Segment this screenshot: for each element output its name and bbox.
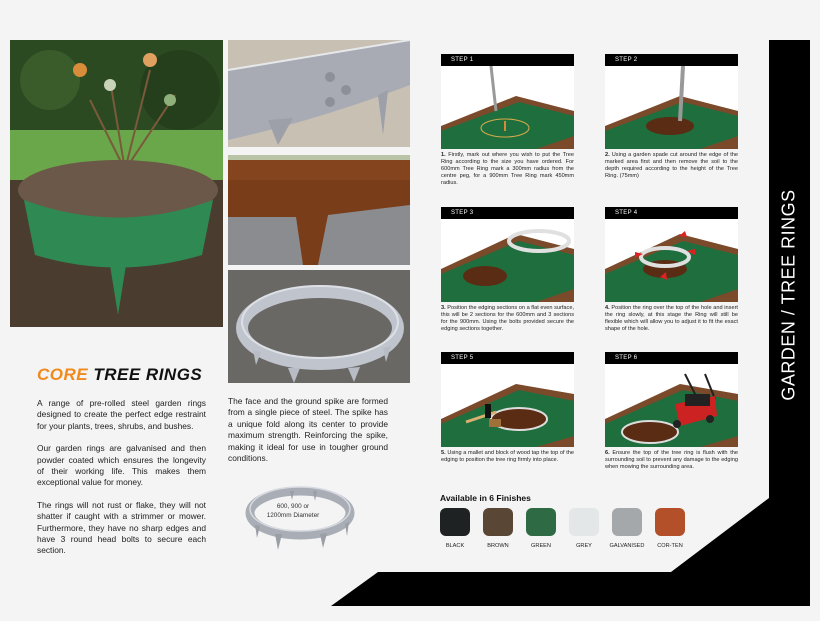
step-5 [441, 352, 574, 464]
step-number: 6. [605, 450, 610, 456]
ring-diameter-label [258, 502, 328, 520]
title-rest: TREE RINGS [93, 365, 203, 384]
swatch-grey [569, 508, 599, 536]
step-header: STEP 3 [441, 207, 574, 219]
step-4-illustration [605, 219, 738, 302]
green-tree-ring-with-plant-photo [10, 40, 223, 327]
step-description: Position the ring over the top of the hole and insert the ring slowly, at this stage the Ring will still be flexible which will allow you to adjust it to fit the exact shape of the hole. [605, 305, 738, 332]
step-description: Using a garden spade cut around the edge of the marked area first and then remove the soil to the depth required according to the height of the Tree Ring. (75mm) [605, 152, 738, 179]
intro-paragraph: Our garden rings are galvanised and then powder coated which ensures the longevity of their working life. This makes them exceptional value for money. [37, 443, 206, 488]
intro-paragraph: A range of pre-rolled steel garden rings designed to create the perfect edge restraint for your plants, trees, shrubs, and bushes. [37, 398, 206, 431]
step-number: 3. [441, 305, 446, 311]
bolted-ring-joint-photo [228, 40, 410, 147]
swatch-galvanised [612, 508, 642, 536]
step-6-illustration [605, 364, 738, 447]
ring-diameter-line2: 1200mm Diameter [266, 512, 320, 519]
step-text [441, 152, 574, 187]
swatch-label: COR-TEN [657, 543, 683, 549]
step-text [441, 450, 574, 464]
step-2-illustration [605, 66, 738, 149]
intro-text [37, 398, 206, 568]
step-3 [441, 207, 574, 333]
swatch-label: BLACK [445, 543, 465, 549]
side-label: GARDEN / TREE RINGS [778, 189, 799, 401]
corten-rusted-ring-photo [228, 155, 410, 265]
step-4 [605, 207, 738, 333]
step-description: Firstly, mark out where you wish to put the Tree Ring according to the size you have ordered. For 600mm Tree Ring mark a 300mm radius from the centre peg, for a 900mm Tree Ring mark 450mm radius. [441, 152, 574, 186]
step-header: STEP 1 [441, 54, 574, 66]
product-title [37, 365, 202, 385]
step-header: STEP 4 [605, 207, 738, 219]
swatch-label: GREY [576, 543, 592, 549]
ring-diameter-line1: 600, 900 or [276, 503, 310, 510]
swatch-black [440, 508, 470, 536]
title-accent: CORE [37, 365, 89, 384]
step-number: 4. [605, 305, 610, 311]
swatch-label: GALVANISED [609, 543, 645, 549]
step-2 [605, 54, 738, 180]
galvanised-ring-on-gravel-photo [228, 270, 410, 383]
step-1 [441, 54, 574, 187]
step-description: Ensure the top of the tree ring is flush with the surrounding soil to prevent any damage to the edging when mowing the surrounding area. [605, 450, 738, 470]
step-description: Position the edging sections on a flat even surface, this will be 2 sections for the 600mm and 3 sections for the 900mm. Using the bolts provided secure the edging sections together. [441, 305, 575, 332]
step-text [605, 305, 738, 333]
step-1-illustration [441, 66, 574, 149]
step-text [605, 450, 738, 471]
swatch-green [526, 508, 556, 536]
step-text [605, 152, 738, 180]
step-header: STEP 2 [605, 54, 738, 66]
spike-description: The face and the ground spike are formed from a single piece of steel. The spike has a unique fold along its center to provide maximum strength. Reinforcing the spike, making it ideal for use in tougher ground conditions. [228, 396, 388, 464]
swatch-brown [483, 508, 513, 536]
step-3-illustration [441, 219, 574, 302]
step-header: STEP 5 [441, 352, 574, 364]
step-number: 5. [441, 450, 446, 456]
intro-paragraph: The rings will not rust or flake, they will not shatter if caught with a strimmer or mower. Furthermore, they have no sharp edges and have 3 round head bolts to secure each section. [37, 499, 206, 556]
finishes-title: Available in 6 Finishes [440, 493, 531, 503]
swatch-label: BROWN [487, 543, 509, 549]
step-number: 2. [605, 152, 610, 158]
swatch-label: GREEN [531, 543, 551, 549]
step-5-illustration [441, 364, 574, 447]
step-header: STEP 6 [605, 352, 738, 364]
step-number: 1. [441, 152, 446, 158]
step-description: Using a mallet and block of wood tap the top of the edging to position the tree ring firmly into place. [441, 450, 574, 463]
step-text [441, 305, 574, 333]
swatch-corten [655, 508, 685, 536]
step-6 [605, 352, 738, 471]
